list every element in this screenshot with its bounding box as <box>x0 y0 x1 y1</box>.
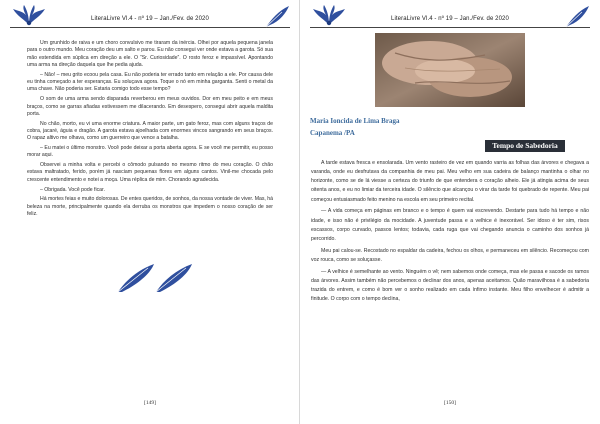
right-page-header <box>310 5 590 33</box>
header-rule <box>310 27 590 28</box>
paragraph: Meu pai calou-se. Recostado no espaldar da cadeira, fechou os olhos, e permaneceu em silêncio. Recomeçou com voz rouca, como se soluçasse. <box>311 247 589 263</box>
right-page <box>300 0 600 424</box>
paragraph: — A velhice é semelhante ao vento. Ninguém o vê; nem sabemos onde começa, mas ele passa e sacode os ramos das árvores. Assim também não percebemos o declinar dos anos, apenas aceitamos. Quão maravilhosa é a sabedoria trazida do entrem, e como é bom ver o sonho realizado em cada ínfimo instante. Meu filho envelhecer é admitir a finitude. O corpo com o tempo declina, <box>311 268 589 302</box>
author-location: Capanema /PA <box>310 129 355 137</box>
right-story-text <box>311 159 589 307</box>
paragraph: Há mortes feias e muito dolorosas. De entes queridos, de sonhos, da nossa vontade de viver. Mas, há beleza na morte, principalmente quando ela derruba os monstros que impedem o nosso coração de ser feliz. <box>27 196 273 217</box>
page-number: [150] <box>444 400 456 406</box>
running-title: LiteraLivre Vl.4 - nº 19 – Jan./Fev. de 2020 <box>91 16 209 22</box>
paragraph: A tarde estava fresca e ensolarada. Um vento rasteiro de vez em quando varria as folhas das árvores e chegava a varanda, onde eu desfrutava da companhia de meu pai. Meu velho em sua cadeira de balanço mantinha o olhar no horizonte, como se de lá viesse a certeza do triunfo de que entendera o coração alheio. Ele já atingia acima de seus oitenta anos, e eu no limiar da terceira idade. O silêncio que alcançou o virar da tarde foi quebrado de repente. Meu pai começou entusiasmado feito menino na escola em seu primeiro recital. <box>311 160 589 203</box>
paragraph: Um grunhido de raiva e um choro convulsivo me tiraram da inércia. Olhei por aquela pequena janela para o outro mundo. Meu coração deu um salto e parou. Eu não consegui ver onde estava a garota. Só sua mão estendida em súplica em direção a ele. O “Sr. Curiosidade”. O rosto feroz e impassível. Apontando uma arma na direção daquela que lhe pedia ajuda. <box>27 40 273 69</box>
paragraph: Observei a minha volta e percebi o cômodo pulsando no mesmo ritmo do meu coração. O chão estava maltratado, ferido, porém já nasciam pequenas flores em alguns cantos. Vinil-me chocada pelo crescente entendimento e notei a moça. Uma réplica de mim. Chorando agradecida. <box>27 162 273 183</box>
running-title: LiteraLivre Vl.4 - nº 19 – Jan./Fev. de 2020 <box>391 16 509 22</box>
feather-quill-icon <box>264 5 290 29</box>
paragraph: – Não! – meu grito ecoou pela casa. Eu não poderia ter errado tanto em relação a ele. Por causa dele eu tinha começado a ter esperanças. Eu soluçava agora. Toque o nó em minha garganta. Senti o metal da uma chave. Não poderia ser. Estaria comigo todo esse tempo? <box>27 71 273 93</box>
feather-quill-icon <box>564 5 590 29</box>
paragraph: – Eu matei o último monstro. Você pode deixar a porta aberta agora. E se você me permitir, eu posso morar aqui. <box>27 145 273 159</box>
story-photo <box>375 33 525 107</box>
page-number: [149] <box>144 400 156 406</box>
left-story-text <box>27 40 273 221</box>
left-page-header <box>10 5 290 33</box>
paragraph: O som de uma arma sendo disparada reverberou em meus ouvidos. Dor em meu peito e em meus braços, como se garras afiadas estivessem me dilacerando. Em desespero, consegui abrir aquela maldita porta. <box>27 96 273 117</box>
feathers-decoration-icon <box>110 258 200 298</box>
author-name: Maria Ioncida de Lima Braga <box>310 117 400 125</box>
paragraph: – Obrigada. Você pode ficar. <box>40 186 105 193</box>
header-rule <box>10 27 290 28</box>
paragraph: No chão, morto, eu vi uma enorme criatura. A maior parte, um gato feroz, mas com alguns traços de cobra, jacaré, águia e dragão. A garota estava ajoelhada com enormes vincos sangrando em seus braços. O rapaz altivo me olhava, como um guerreiro que vence a batalha. <box>27 120 273 142</box>
story-title: Tempo de Sabedoria <box>485 140 565 152</box>
paragraph: — A vida começa em páginas em branco e o tempo é quem vai escrevendo. Destarte para tudo há tempo e não idade, e isso não é privilégio da mocidade. A juventude passa e a velhice é inexorável. Ser idoso é ter sim, risos escassos, corpo curvado, passos lentos; todavia, cada ruga que vai chegando anuncia o caminho dos sonhos já percorrido. <box>311 208 589 242</box>
